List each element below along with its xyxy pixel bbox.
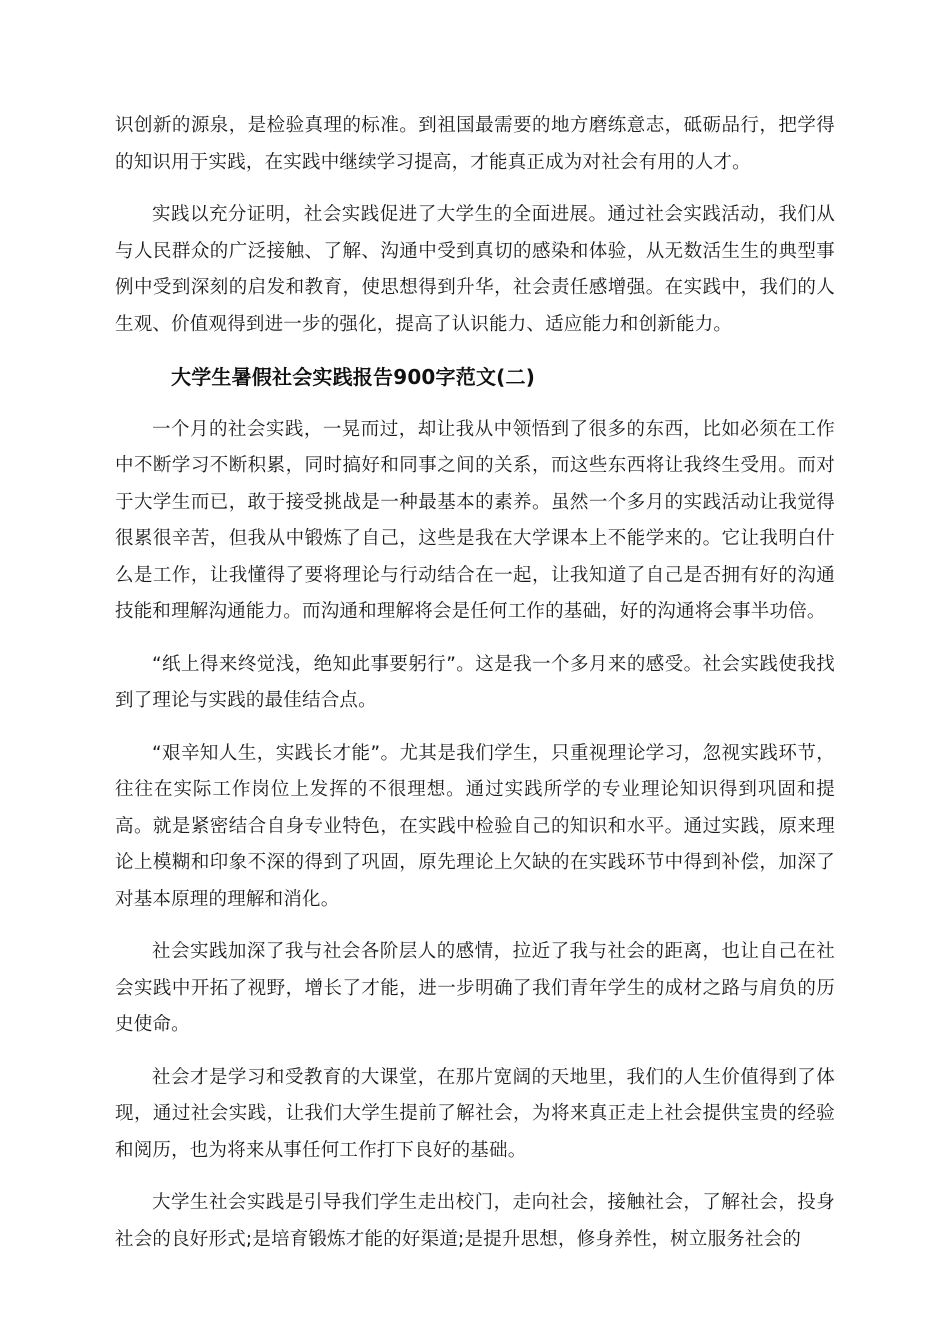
document-body: [115, 108, 835, 1274]
paragraph-continuation: 识创新的源泉，是检验真理的标准。到祖国最需要的地方磨练意志，砥砺品行，把学得的知识用于实践，在实践中继续学习提高，才能真正成为对社会有用的人才。: [115, 115, 835, 173]
paragraph: 大学生社会实践是引导我们学生走出校门，走向社会，接触社会，了解社会，投身社会的良好形式;是培育锻炼才能的好渠道;是提升思想，修身养性，树立服务社会的: [115, 1192, 835, 1250]
paragraph: 社会实践加深了我与社会各阶层人的感情，拉近了我与社会的距离，也让自己在社会实践中开拓了视野，增长了才能，进一步明确了我们青年学生的成材之路与肩负的历史使命。: [115, 941, 835, 1035]
paragraph: “艰辛知人生，实践长才能”。尤其是我们学生，只重视理论学习，忽视实践环节，往往在实际工作岗位上发挥的不很理想。通过实践所学的专业理论知识得到巩固和提高。就是紧密结合自身专业特色，在实践中检验自己的知识和水平。通过实践，原来理论上模糊和印象不深的得到了巩固，原先理论上欠缺的在实践环节中得到补偿，加深了对基本原理的理解和消化。: [115, 742, 835, 910]
section-heading: 大学生暑假社会实践报告900字范文(二): [171, 365, 536, 389]
paragraph: 一个月的社会实践，一晃而过，却让我从中领悟到了很多的东西，比如必须在工作中不断学习不断积累，同时搞好和同事之间的关系，而这些东西将让我终生受用。而对于大学生而已，敢于接受挑战是一种最基本的素养。虽然一个多月的实践活动让我觉得很累很辛苦，但我从中锻炼了自己，这些是我在大学课本上不能学来的。它让我明白什么是工作，让我懂得了要将理论与行动结合在一起，让我知道了自己是否拥有好的沟通技能和理解沟通能力。而沟通和理解将会是任何工作的基础，好的沟通将会事半功倍。: [115, 418, 835, 622]
paragraph: 社会才是学习和受教育的大课堂，在那片宽阔的天地里，我们的人生价值得到了体现，通过社会实践，让我们大学生提前了解社会，为将来真正走上社会提供宝贵的经验和阅历，也为将来从事任何工作打下良好的基础。: [115, 1066, 835, 1161]
paragraph: “纸上得来终觉浅，绝知此事要躬行”。这是我一个多月来的感受。社会实践使我找到了理论与实践的最佳结合点。: [115, 653, 835, 711]
paragraph: 实践以充分证明，社会实践促进了大学生的全面进展。通过社会实践活动，我们从与人民群众的广泛接触、了解、沟通中受到真切的感染和体验，从无数活生生的典型事例中受到深刻的启发和教育，使思想得到升华，社会责任感增强。在实践中，我们的人生观、价值观得到进一步的强化，提高了认识能力、适应能力和创新能力。: [115, 204, 835, 335]
